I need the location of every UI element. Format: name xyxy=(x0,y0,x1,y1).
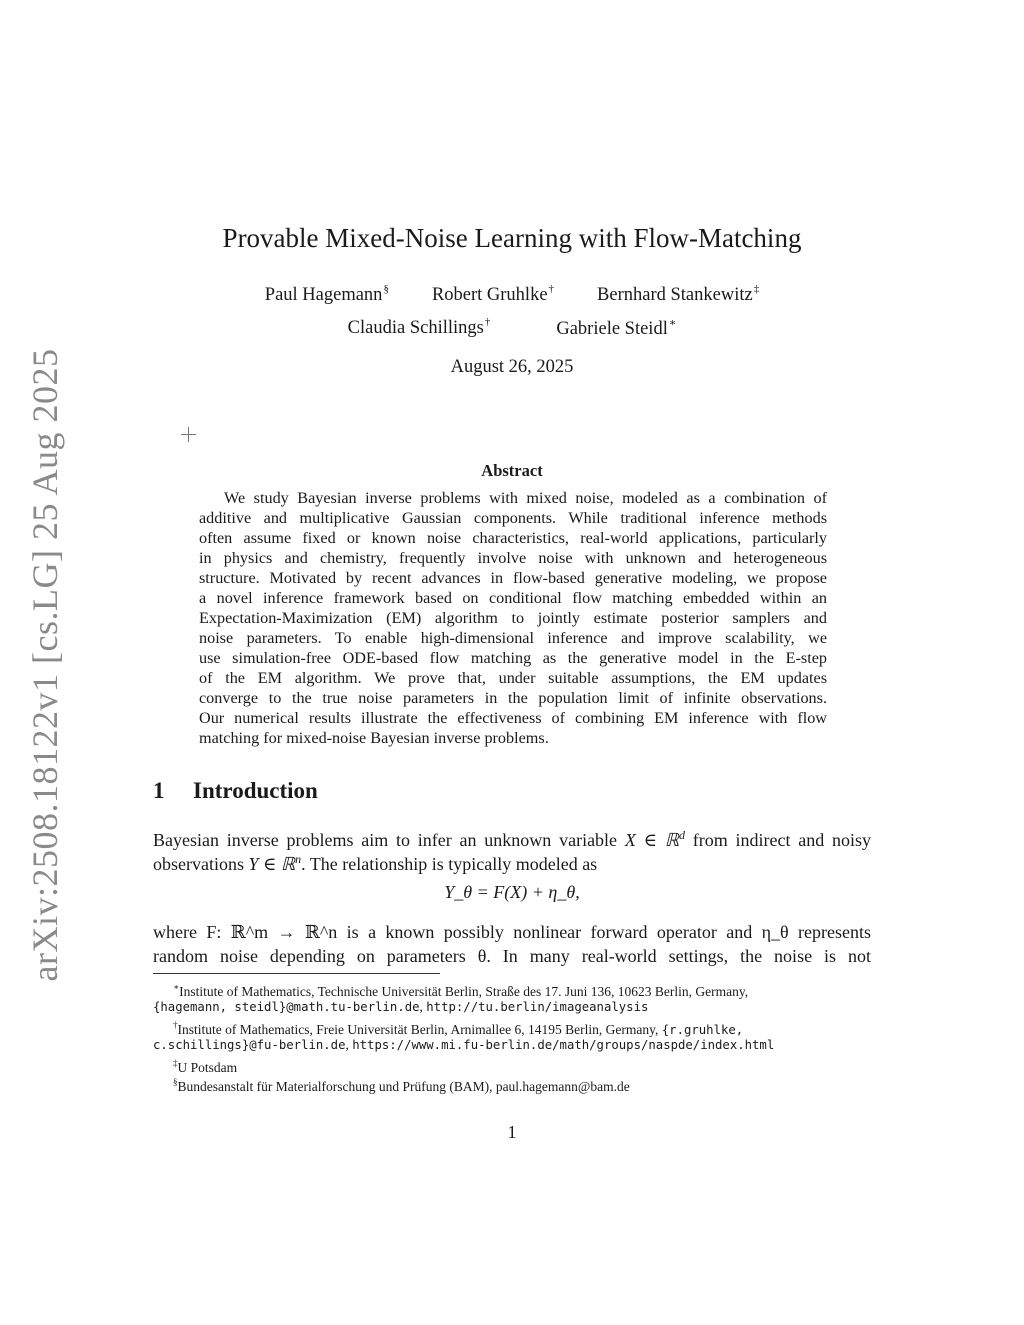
abstract-line: We study Bayesian inverse problems with mixed noise, modeled as a combination of xyxy=(224,489,827,507)
abstract-line: matching for mixed-noise Bayesian inverse problems. xyxy=(199,729,549,747)
footnote-2: †Institute of Mathematics, Freie Universität Berlin, Arnimallee 6, 14195 Berlin, Germany, {r.gruhlke, c.schillings}@fu-berlin.de, https://www.mi.fu-berlin.de/math/groups/naspde/index.html xyxy=(153,1020,775,1052)
author-steidl: Gabriele Steidl∗ xyxy=(556,317,677,339)
paper-title: Provable Mixed-Noise Learning with Flow-Matching xyxy=(222,223,802,253)
page-number: 1 xyxy=(507,1122,517,1142)
abstract-line: use simulation-free ODE-based flow matching as the generative model in the E-step xyxy=(199,649,827,667)
equation-forward-model: Y_θ = F(X) + η_θ, xyxy=(444,882,580,902)
abstract-body xyxy=(199,488,827,748)
body-line: where F: ℝ^m → ℝ^n is a known possibly nonlinear forward operator and η_θ represents xyxy=(153,922,871,942)
body-line: Bayesian inverse problems aim to infer an unknown variable X ∈ ℝ$^d$ from indirect and noisy xyxy=(153,828,872,850)
body-line: observations Y ∈ ℝ$^n$. The relationship is typically modeled as xyxy=(153,852,598,874)
section-title: Introduction xyxy=(193,778,318,803)
abstract-line: Expectation-Maximization (EM) algorithm to jointly estimate posterior samplers and xyxy=(199,609,827,627)
footnote-1: ∗Institute of Mathematics, Technische Universität Berlin, Straße des 17. Juni 136, 10623 Berlin, Germany, {hagemann, steidl}@math.tu-berlin.de, http://tu.berlin/imageanalysis xyxy=(153,982,749,1014)
author-row-1 xyxy=(0,283,1024,306)
abstract-line: often assume fixed or known noise characteristics, real-world applications, particularly xyxy=(199,529,827,547)
author-schillings: Claudia Schillings† xyxy=(347,316,491,338)
abstract-heading: Abstract xyxy=(481,461,543,480)
footnote-email-link[interactable]: {r.gruhlke, xyxy=(661,1023,744,1037)
author-row-2 xyxy=(0,316,1024,340)
author-gruhlke: Robert Gruhlke† xyxy=(431,283,555,305)
abstract-line: Our numerical results illustrate the effectiveness of combining EM inference with flow xyxy=(199,709,827,727)
paper-date: August 26, 2025 xyxy=(450,357,574,377)
arxiv-side-identifier: arXiv:2508.18122v1 [cs.LG] 25 Aug 2025 xyxy=(25,348,65,982)
intro-paragraph-2 xyxy=(153,920,871,968)
abstract-line: of the EM algorithm. We prove that, under suitable assumptions, the EM updates xyxy=(199,669,827,687)
section-heading-introduction xyxy=(153,778,318,804)
intro-paragraph-1 xyxy=(153,823,872,874)
abstract-line: a novel inference framework based on conditional flow matching embedded within an xyxy=(199,589,827,607)
footnote-3: ‡U Potsdam xyxy=(173,1058,238,1075)
footnote-url-link[interactable]: http://tu.berlin/imageanalysis xyxy=(426,1000,649,1014)
abstract-line: additive and multiplicative Gaussian components. While traditional inference methods xyxy=(199,509,827,527)
abstract-line: converge to the true noise parameters in the population limit of infinite observations. xyxy=(199,689,827,707)
footnote-4: §Bundesanstalt für Materialforschung und Prüfung (BAM), paul.hagemann@bam.de xyxy=(173,1077,630,1094)
abstract-line: in physics and chemistry, frequently involve noise with unknown and heterogeneous xyxy=(199,549,827,567)
footnote-url-link[interactable]: https://www.mi.fu-berlin.de/math/groups/naspde/index.html xyxy=(352,1038,775,1052)
author-stankewitz: Bernhard Stankewitz‡ xyxy=(597,283,760,305)
body-line: random noise depending on parameters θ. In many real-world settings, the noise is not xyxy=(153,946,871,966)
footnote-divider xyxy=(153,973,440,974)
abstract-line: noise parameters. To enable high-dimensional inference and improve scalability, we xyxy=(199,629,827,647)
footnote-email-link[interactable]: c.schillings}@fu-berlin.de xyxy=(153,1038,346,1052)
footnotes xyxy=(153,978,873,1092)
abstract-line: structure. Motivated by recent advances in flow-based generative modeling, we propose xyxy=(199,569,827,587)
section-number: 1 xyxy=(153,778,165,803)
footnote-email-link[interactable]: {hagemann, steidl}@math.tu-berlin.de xyxy=(153,1000,420,1014)
crosshair-mark xyxy=(181,427,196,442)
author-hagemann: Paul Hagemann§ xyxy=(264,283,389,305)
